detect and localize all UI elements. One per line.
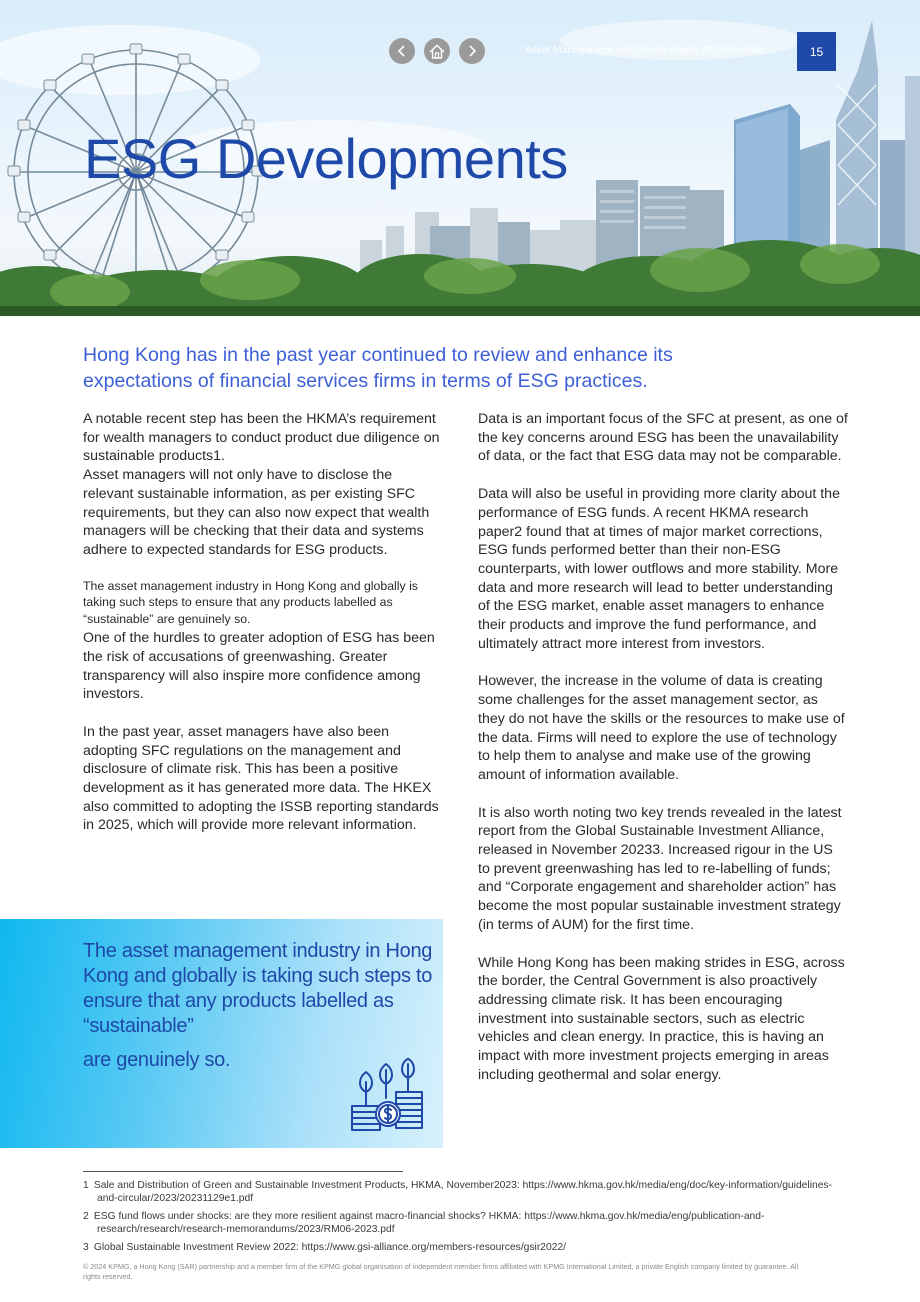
footnote-divider [83, 1171, 403, 1172]
home-icon [429, 44, 445, 59]
paragraph: One of the hurdles to greater adoption of ESG has been the risk of accusations of greenwashing. Greater transparency will also inspire more confidence among investors. [83, 630, 435, 703]
paragraph: While Hong Kong has been making strides in ESG, across the border, the Central Government is also proactively addressing climate risk. It has been encouraging investment into sustainable sectors, such as electric vehicles and clean energy. In practice, this is having an impact with more investment projects emerging in areas including geothermal and solar energy. [478, 954, 845, 1083]
footnote-3: 3 Global Sustainable Investment Review 2022: https://www.gsi-alliance.org/members-resources/gsir2022/ [83, 1242, 567, 1253]
hero-banner [0, 0, 920, 316]
footnotes [83, 1179, 843, 1259]
page-navigation [389, 38, 485, 64]
next-page-button[interactable] [459, 38, 485, 64]
sustainable-investment-icon [350, 1058, 426, 1134]
lead-paragraph: Hong Kong has in the past year continued to review and enhance its expectations of financial services firms in terms of ESG practices. [83, 344, 673, 392]
paragraph: Data will also be useful in providing more clarity about the performance of ESG funds. A recent HKMA research paper2 found that at times of major market corrections, ESG funds performed better than their non-ESG counterparts, with lower outflows and more stability. More data and more research will lead to better understanding of the ESG market, enable asset managers to enhance their products and improve the fund performance, and ultimately attract more interest from investors. [478, 486, 840, 652]
pull-quote-ending: are genuinely so. [83, 1049, 231, 1071]
paragraph: However, the increase in the volume of data is creating some challenges for the asset management sector, as they do not have the skills or the resources to make use of the data. Firms will need to explore the use of technology to help them to analyse and make use of the growing amount of information available. [478, 673, 845, 783]
left-column [83, 410, 443, 835]
footnote-link[interactable]: Sale and Distribution of Green and Sustainable Investment Products, HKMA, November2023: https://www.hkma.gov.hk/media/eng/doc/key-information/guidelines-and-circular/2023/20231129e1.pdf [93, 1180, 833, 1204]
chevron-left-icon [396, 45, 408, 57]
page-number: 15 [797, 32, 836, 71]
home-button[interactable] [424, 38, 450, 64]
page-title: ESG Developments [84, 127, 568, 190]
paragraph: It is also worth noting two key trends revealed in the latest report from the Global Sustainable Investment Alliance, released in November 20233. Increased rigour in the US to prevent greenwashing has led to re-labelling of funds; and “Corporate engagement and shareholder action” has become the most popular sustainable investment strategy (in terms of AUM) for the first time. [478, 804, 842, 933]
paragraph: Data is an important focus of the SFC at present, as one of the key concerns around ESG has been the unavailability of data, or the fact that ESG data may not be comparable. [478, 411, 848, 465]
paragraph: Asset managers will not only have to disclose the relevant sustainable information, as per existing SFC requirements, but they can also now expect that wealth managers will be checking that their data and systems adhere to expected standards for ESG products. [83, 467, 430, 558]
report-title: Asset Management and Private Equity 2024 Outlook [525, 45, 763, 56]
footnote-link[interactable]: ESG fund flows under shocks: are they more resilient against macro-financial shocks? HKMA: https://www.hkma.gov.hk/media/eng/publication-and-research/research/research-memorandums/2023/RM06-2023.pdf [93, 1211, 765, 1235]
previous-page-button[interactable] [389, 38, 415, 64]
pull-quote-text: The asset management industry in Hong Kong and globally is taking such steps to ensure that any products labelled as “sustainable” [83, 940, 433, 1037]
paragraph: In the past year, asset managers have also been adopting SFC regulations on the management and disclosure of climate risk. This has been a positive development as it has generated more data. The HKEX also committed to adopting the ISSB reporting standards in 2025, which will provide more relevant information. [83, 723, 439, 834]
right-column [478, 410, 848, 1085]
copyright-notice: © 2024 KPMG, a Hong Kong (SAR) partnership and a member firm of the KPMG global organisation of independent member firms affiliated with KPMG International Limited, a private English company limited by guarantee. All rights reserved. [83, 1262, 799, 1281]
chevron-right-icon [466, 45, 478, 57]
paragraph: A notable recent step has been the HKMA’s requirement for wealth managers to conduct product due diligence on sustainable products1. [83, 411, 440, 465]
paragraph: The asset management industry in Hong Kong and globally is taking such steps to ensure that any products labelled as “sustainable” are genuinely so. [83, 578, 418, 626]
footnote-link[interactable]: Global Sustainable Investment Review 2022: https://www.gsi-alliance.org/members-resources/gsir2022/ [93, 1242, 567, 1253]
footnote-2: 2 ESG fund flows under shocks: are they more resilient against macro-financial shocks? HKMA: https://www.hkma.gov.hk/media/eng/publication-and-research/research/research-memorandums/2023/RM06-2023.pdf [83, 1211, 765, 1235]
footnote-1: 1 Sale and Distribution of Green and Sustainable Investment Products, HKMA, November2023: https://www.hkma.gov.hk/media/eng/doc/key-information/guidelines-and-circular/2023/20231129e1.pdf [83, 1180, 833, 1204]
